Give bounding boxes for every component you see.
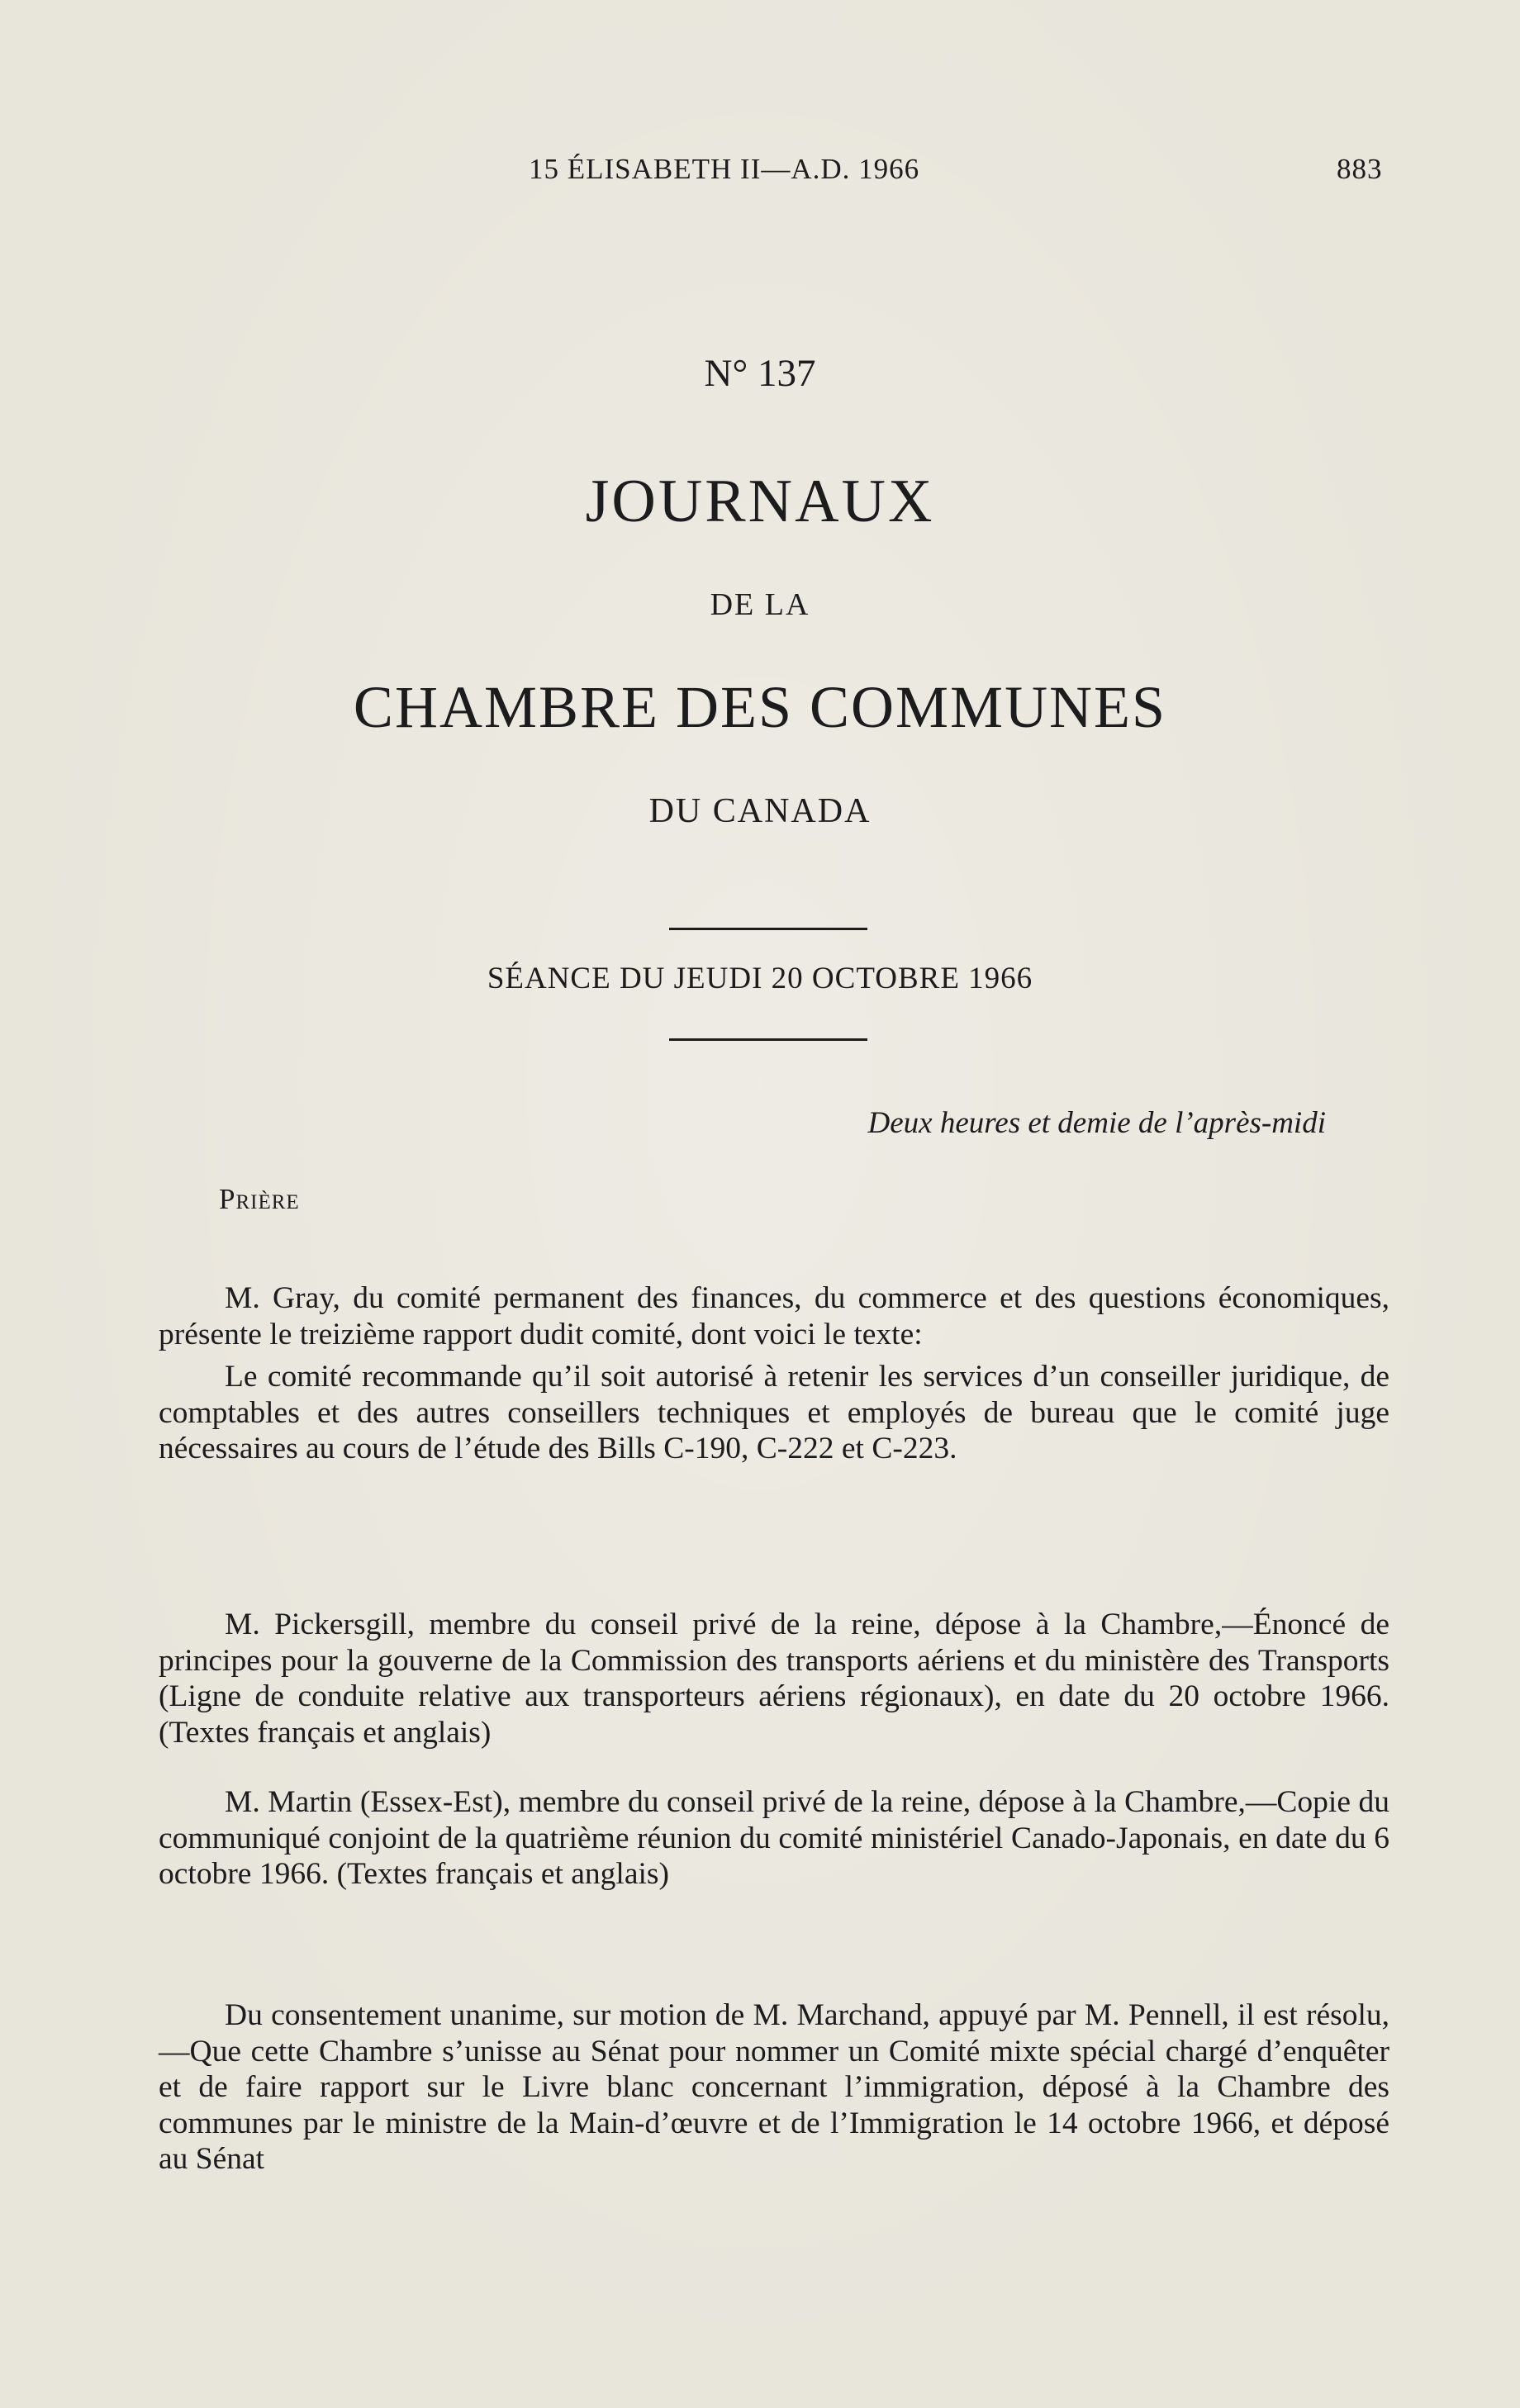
prayer-heading: Prière	[219, 1183, 300, 1215]
issue-number: N° 137	[704, 352, 816, 395]
paragraph-text: Le comité recommande qu’il soit autorisé à retenir les services d’un conseiller juridique, de comptables et des autres conseillers techniques et employés de bureau que le comité juge nécessaires au cours de l’étude des Bills C-190, C-222 et C-223.	[159, 1360, 1389, 1465]
page-number: 883	[1337, 153, 1383, 185]
paragraph-text: Du consentement unanime, sur motion de M. Marchand, appuyé par M. Pennell, il est résolu,—Que cette Chambre s’unisse au Sénat pour nommer un Comité mixte spécial chargé d’enquêter et de faire rapport sur le Livre blanc concernant l’immigration, déposé à la Chambre des communes par le ministre de la Main-d’œuvre et de l’Immigration le 14 octobre 1966, et déposé au Sénat	[159, 1998, 1389, 2176]
running-title: 15 ÉLISABETH II—A.D. 1966	[529, 153, 920, 185]
country-title: DU CANADA	[648, 792, 872, 830]
journal-title: JOURNAUX	[585, 468, 935, 535]
paragraph-pickersgill	[159, 1607, 1389, 1750]
title-connector: DE LA	[710, 587, 810, 622]
session-date: SÉANCE DU JEUDI 20 OCTOBRE 1966	[487, 962, 1033, 995]
divider-top	[669, 928, 867, 930]
paragraph-committee-recommendation	[159, 1359, 1389, 1467]
session-time: Deux heures et demie de l’après-midi	[867, 1106, 1326, 1140]
paragraph-gray-report	[159, 1280, 1389, 1352]
paragraph-text: M. Gray, du comité permanent des finances, du commerce et des questions économiques, présente le treizième rapport dudit comité, dont voici le texte:	[159, 1281, 1389, 1351]
house-title: CHAMBRE DES COMMUNES	[353, 674, 1167, 740]
divider-bottom	[669, 1038, 867, 1041]
paragraph-text: M. Pickersgill, membre du conseil privé de la reine, dépose à la Chambre,—Énoncé de principes pour la gouverne de la Commission des transports aériens et du ministère des Transports (Ligne de conduite relative aux transporteurs aériens régionaux), en date du 20 octobre 1966. (Textes français et anglais)	[159, 1608, 1389, 1750]
paragraph-text: M. Martin (Essex-Est), membre du conseil privé de la reine, dépose à la Chambre,—Copie du communiqué conjoint de la quatrième réunion du comité ministériel Canado-Japonais, en date du 6 octobre 1966. (Textes français et anglais)	[159, 1785, 1389, 1891]
paragraph-martin	[159, 1784, 1389, 1893]
paragraph-motion	[159, 1997, 1389, 2178]
